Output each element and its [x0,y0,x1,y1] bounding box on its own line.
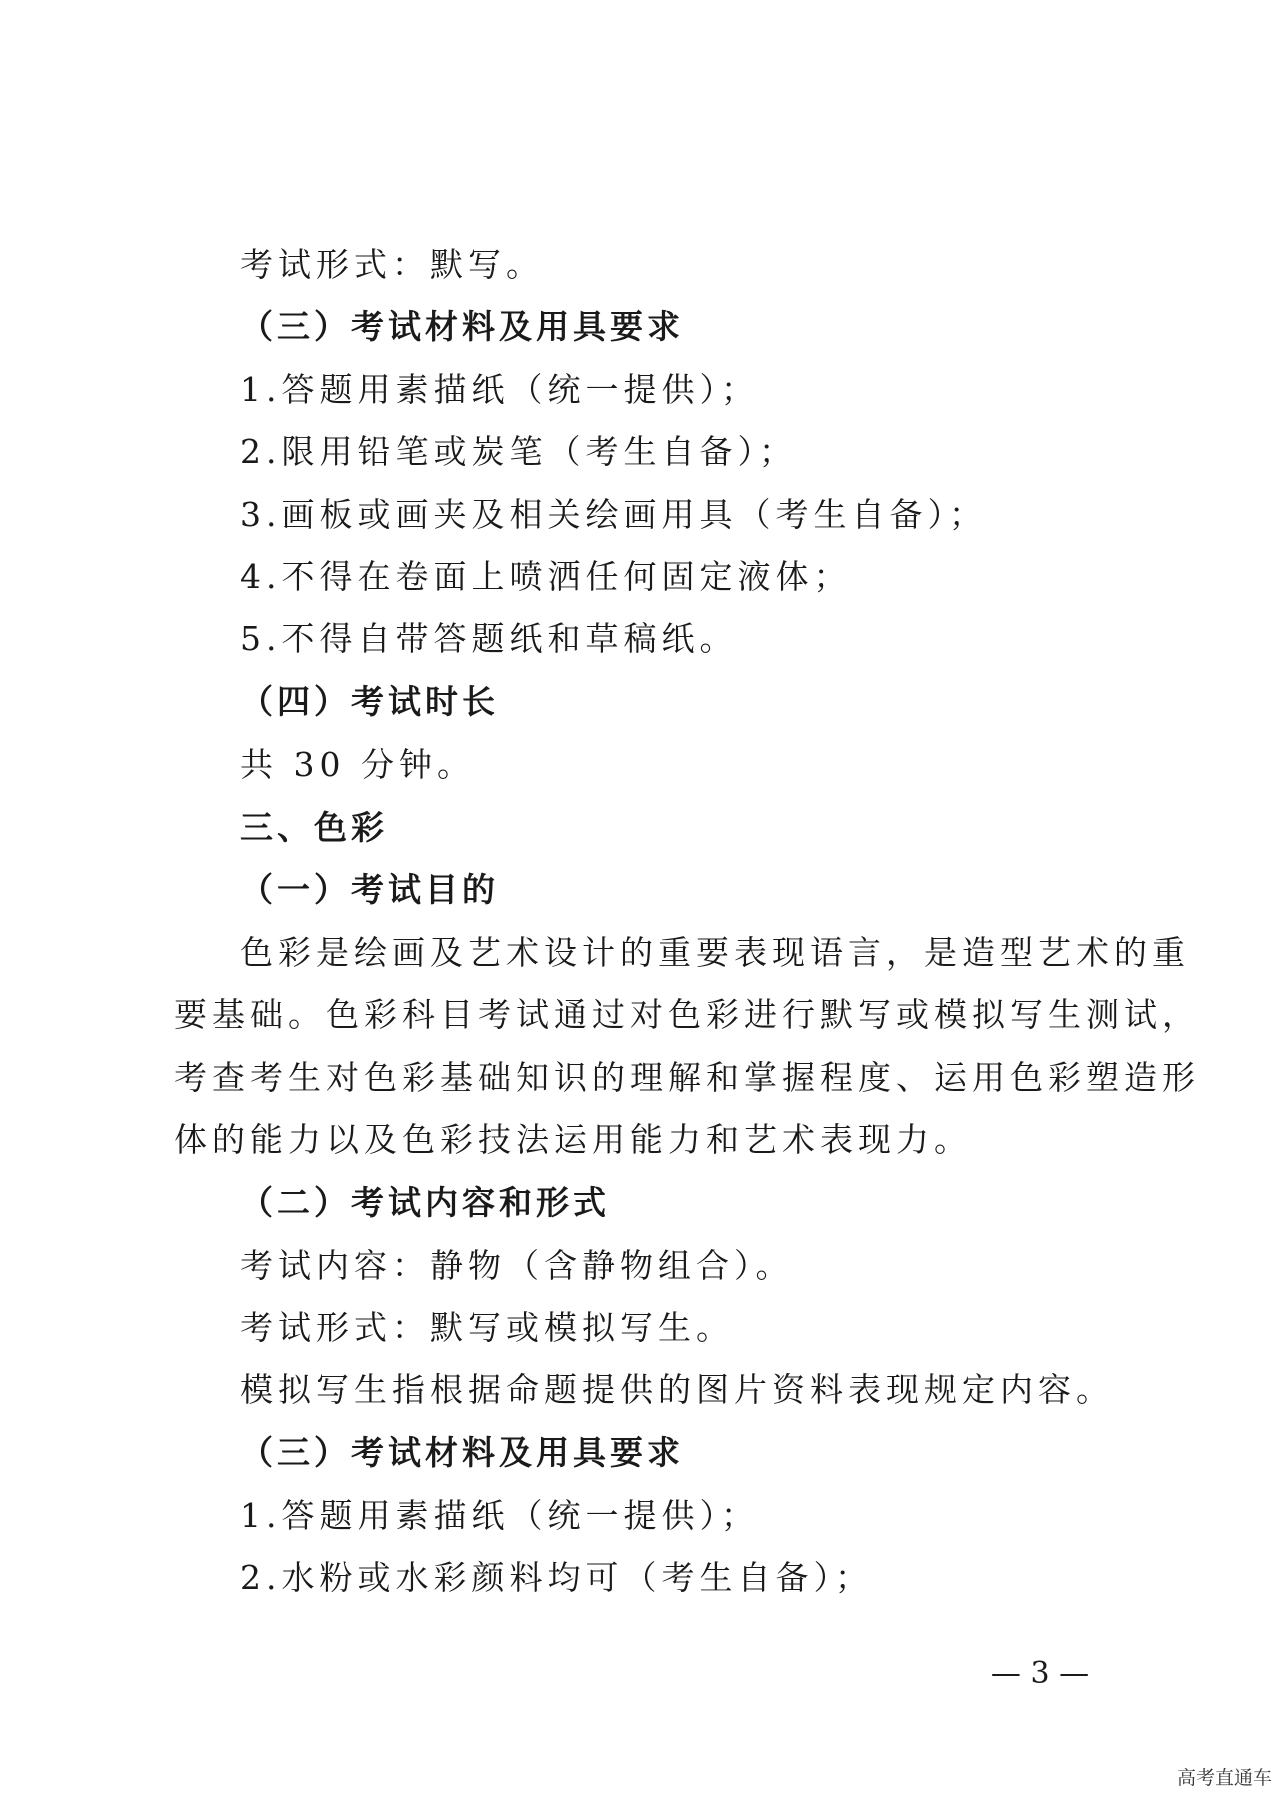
paragraph-line: 色彩是绘画及艺术设计的重要表现语言，是造型艺术的重 [240,933,1190,972]
list-item: 5.不得自带答题纸和草稿纸。 [240,619,738,658]
paragraph-line: 考试内容：静物（含静物组合）。 [240,1246,794,1285]
subsection-heading: （四）考试时长 [240,682,499,721]
subsection-heading: （三）考试材料及用具要求 [240,307,684,346]
paragraph-line: 要基础。色彩科目考试通过对色彩进行默写或模拟写生测试， [174,995,1200,1034]
list-item: 2.限用铅笔或炭笔（考生自备）； [240,432,797,471]
list-item: 1.答题用素描纸（统一提供）； [240,370,759,409]
paragraph-line: 考查考生对色彩基础知识的理解和掌握程度、运用色彩塑造形 [174,1058,1200,1097]
paragraph-line: 考试形式：默写或模拟写生。 [240,1308,734,1347]
list-item: 4.不得在卷面上喷洒任何固定液体； [240,557,852,596]
subsection-heading: （一）考试目的 [240,870,499,909]
section-heading: 三、色彩 [240,808,388,847]
paragraph-line: 考试形式：默写。 [240,245,544,284]
list-item: 1.答题用素描纸（统一提供）； [240,1496,759,1535]
paragraph-line: 体的能力以及色彩技法运用能力和艺术表现力。 [174,1120,972,1159]
paragraph-line: 模拟写生指根据命题提供的图片资料表现规定内容。 [240,1370,1114,1409]
paragraph-line: 共 30 分钟。 [240,745,475,784]
page-number: — 3 — [990,1656,1090,1691]
subsection-heading: （二）考试内容和形式 [240,1183,610,1222]
subsection-heading: （三）考试材料及用具要求 [240,1433,684,1472]
list-item: 2.水粉或水彩颜料均可（考生自备）； [240,1558,873,1597]
watermark-text: 高考直通车 [1176,1767,1272,1789]
list-item: 3.画板或画夹及相关绘画用具（考生自备）； [240,495,987,534]
